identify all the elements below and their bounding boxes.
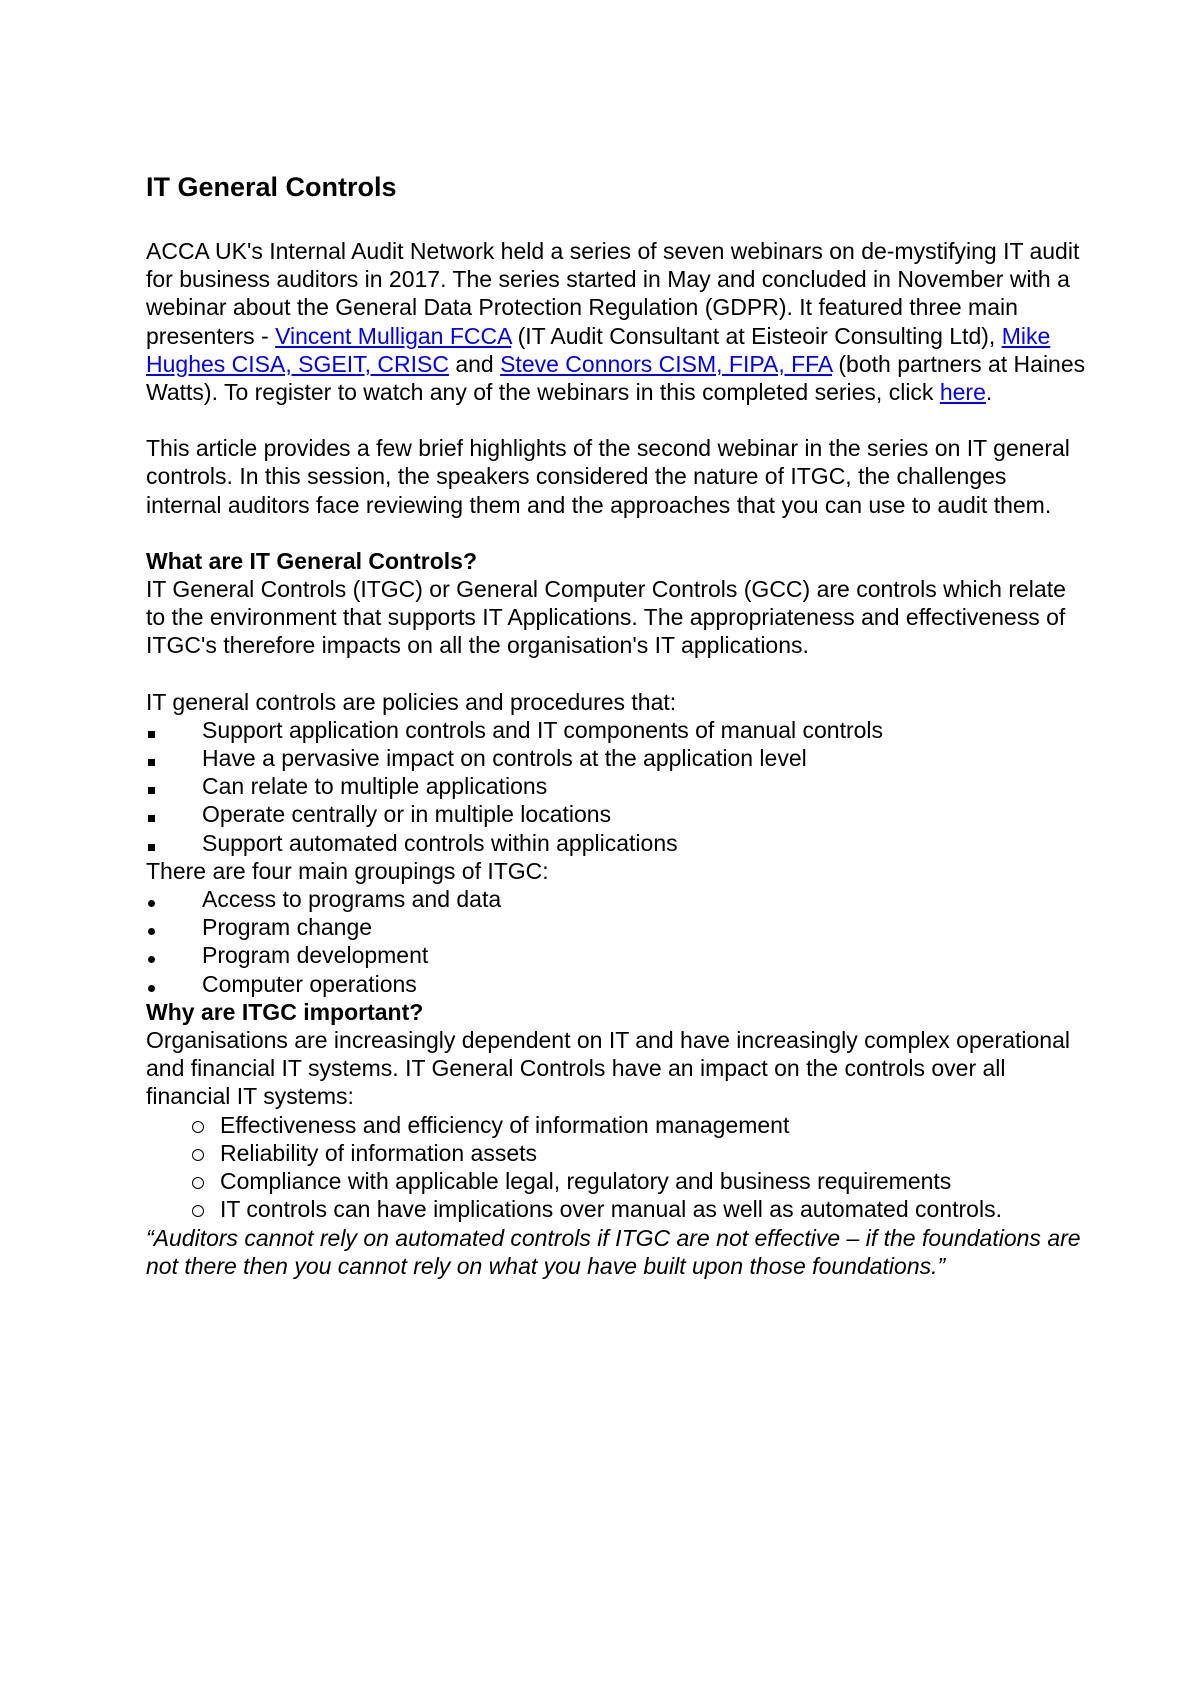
square-bullet-icon <box>148 744 178 772</box>
link-vincent-mulligan[interactable]: Vincent Mulligan FCCA <box>275 322 512 349</box>
groupings-intro: There are four main groupings of ITGC: <box>146 857 549 884</box>
policies-list <box>146 716 1086 857</box>
list-item: Reliability of information assets <box>190 1139 1086 1167</box>
circle-bullet-icon <box>192 1111 222 1139</box>
list-item: Compliance with applicable legal, regulatory and business requirements <box>190 1167 1086 1195</box>
pull-quote: “Auditors cannot rely on automated controls if ITGC are not effective – if the foundations are not there then you cannot rely on what you have built upon those foundations.” <box>146 1224 1081 1279</box>
document-page <box>146 170 1086 1280</box>
intro-text-2: (IT Audit Consultant at Eisteoir Consulting Ltd), <box>511 322 1002 349</box>
section2-body: Organisations are increasingly dependent on IT and have increasingly complex operational and financial IT systems. IT General Controls have an impact on the controls over all financial IT systems: <box>146 1027 1070 1110</box>
section1-list-intro: IT general controls are policies and procedures that: <box>146 688 677 715</box>
square-bullet-icon <box>148 800 178 828</box>
section1-body: IT General Controls (ITGC) or General Computer Controls (GCC) are controls which relate to the environment that supports IT Applications. The appropriateness and effectiveness of ITGC's therefore impacts on all the organisation's IT applications. <box>146 576 1066 659</box>
list-item: Operate centrally or in multiple locations <box>146 800 1086 828</box>
list-item: Program development <box>146 941 1086 969</box>
square-bullet-icon <box>148 772 178 800</box>
intro-text-5: . <box>985 379 993 406</box>
square-bullet-icon <box>148 829 178 857</box>
link-mike-hughes[interactable]: Mike Hughes CISA, SGEIT, CRISC <box>146 322 1051 377</box>
circle-bullet-icon <box>192 1139 222 1167</box>
article-paragraph: This article provides a few brief highlights of the second webinar in the series on IT general controls. In this session, the speakers considered the nature of ITGC, the challenges internal auditors face reviewing them and the approaches that you can use to audit them. <box>146 435 1070 518</box>
intro-paragraph <box>146 237 1086 406</box>
disc-bullet-icon <box>148 970 178 998</box>
list-item: Computer operations <box>146 970 1086 998</box>
square-bullet-icon <box>148 716 178 744</box>
section-heading-what-are-itgc: What are IT General Controls? <box>146 547 477 574</box>
page-title: IT General Controls <box>146 172 397 202</box>
list-item: Have a pervasive impact on controls at the application level <box>146 744 1086 772</box>
list-item: Can relate to multiple applications <box>146 772 1086 800</box>
intro-text-1: ACCA UK's Internal Audit Network held a series of seven webinars on de-mystifying IT audit for business auditors in 2017. The series started in May and concluded in November with a webinar about the General Data Protection Regulation (GDPR). It featured three main presenters - <box>146 238 1080 349</box>
list-item: IT controls can have implications over manual as well as automated controls. <box>190 1195 1086 1223</box>
link-steve-connors[interactable]: Steve Connors CISM, FIPA, FFA <box>500 350 832 377</box>
circle-bullet-icon <box>192 1195 222 1223</box>
disc-bullet-icon <box>148 913 178 941</box>
link-register-here[interactable]: here <box>939 379 986 406</box>
intro-text-4: (both partners at Haines Watts). To register to watch any of the webinars in this completed series, click <box>146 350 1086 406</box>
list-item: Program change <box>146 913 1086 941</box>
disc-bullet-icon <box>148 885 178 913</box>
list-item: Support automated controls within applications <box>146 829 1086 857</box>
impact-list <box>146 1111 1086 1224</box>
section-heading-why-itgc-important: Why are ITGC important? <box>146 998 424 1025</box>
intro-text-3: and <box>448 350 501 377</box>
list-item: Support application controls and IT components of manual controls <box>146 716 1086 744</box>
circle-bullet-icon <box>192 1167 222 1195</box>
list-item: Effectiveness and efficiency of information management <box>190 1111 1086 1139</box>
disc-bullet-icon <box>148 941 178 969</box>
groupings-list <box>146 885 1086 998</box>
list-item: Access to programs and data <box>146 885 1086 913</box>
